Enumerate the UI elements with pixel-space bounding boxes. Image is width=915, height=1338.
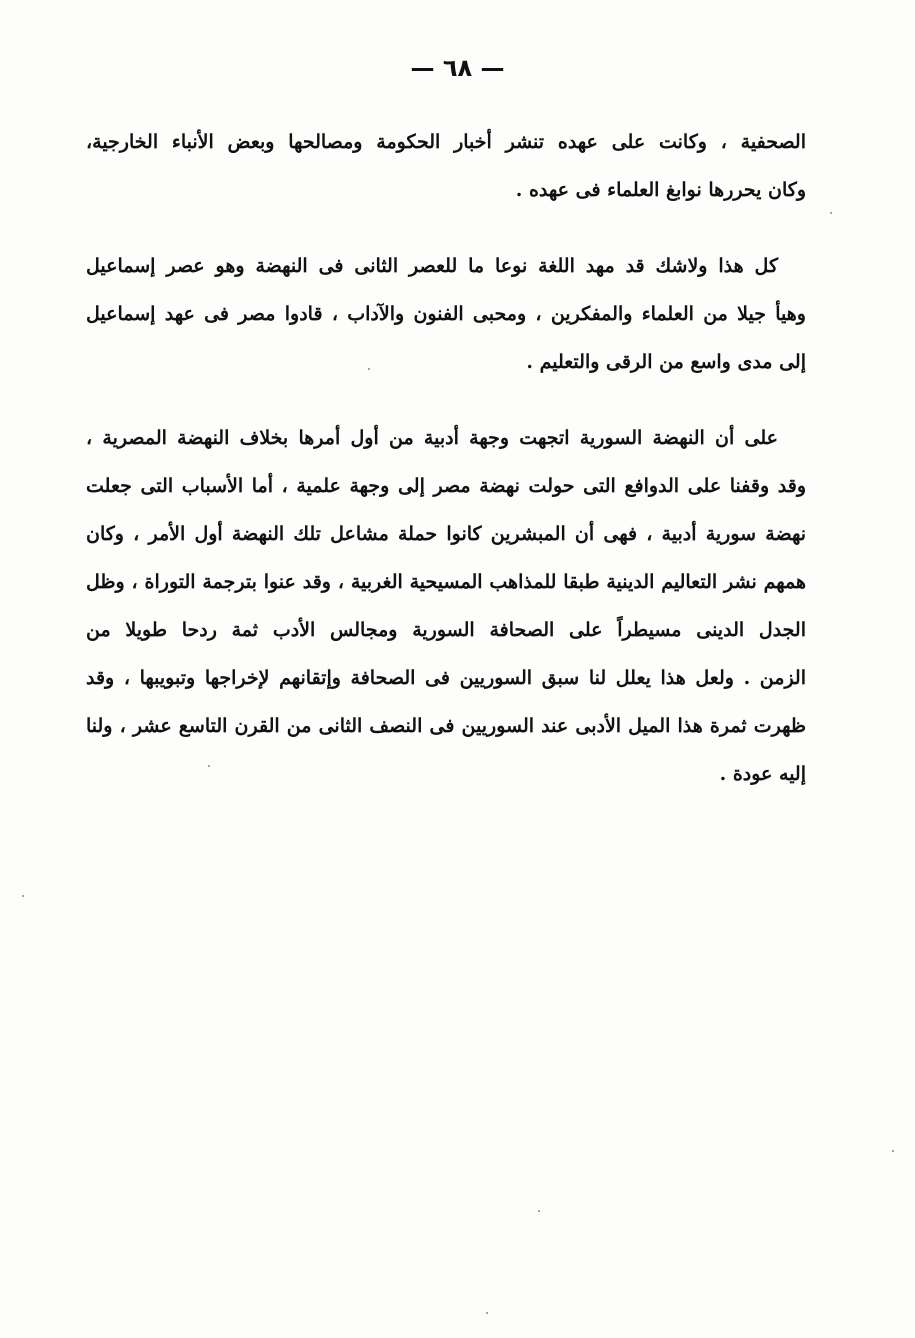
paragraph-2	[86, 242, 806, 386]
scan-speck	[208, 765, 210, 767]
text-line: وكان يحررها نوابغ العلماء فى عهده .	[515, 179, 806, 201]
scan-speck	[368, 368, 370, 370]
text-line: نهضة سورية أدبية ، فهى أن المبشرين كانوا حملة مشاعل تلك النهضة أول الأمر ، وكان	[86, 523, 806, 545]
scan-speck	[22, 895, 24, 897]
text-line: الزمن . ولعل هذا يعلل لنا سبق السوريين فى الصحافة وإتقانهم لإخراجها وتبويبها ، وقد	[86, 667, 806, 689]
page-number: — ٦٨ —	[410, 54, 505, 82]
text-line: ظهرت ثمرة هذا الميل الأدبى عند السوريين فى النصف الثانى من القرن التاسع عشر ، ولنا	[86, 715, 806, 737]
paragraph-1	[86, 118, 806, 214]
text-line: وهيأ جيلا من العلماء والمفكرين ، ومحبى الفنون والآداب ، قادوا مصر فى عهد إسماعيل	[86, 303, 806, 325]
text-line: همهم نشر التعاليم الدينية طبقا للمذاهب المسيحية الغربية ، وقد عنوا بترجمة التوراة ، وظل	[86, 571, 806, 593]
text-line: إلى مدى واسع من الرقى والتعليم .	[526, 351, 806, 373]
scan-speck	[486, 1312, 488, 1314]
scan-speck	[538, 1210, 540, 1212]
text-line: على أن النهضة السورية اتجهت وجهة أدبية من أول أمرها بخلاف النهضة المصرية ،	[86, 427, 778, 449]
scan-speck	[892, 1150, 894, 1152]
scan-speck	[830, 212, 832, 214]
text-line: كل هذا ولاشك قد مهد اللغة نوعا ما للعصر الثانى فى النهضة وهو عصر إسماعيل	[86, 255, 778, 277]
text-line: إليه عودة .	[719, 763, 806, 785]
body-text	[86, 118, 806, 826]
text-line: الجدل الدينى مسيطراً على الصحافة السورية ومجالس الأدب ثمة ردحا طويلا من	[86, 619, 806, 641]
text-line: وقد وقفنا على الدوافع التى حولت نهضة مصر إلى وجهة علمية ، أما الأسباب التى جعلت	[86, 475, 806, 497]
text-line: الصحفية ، وكانت على عهده تنشر أخبار الحكومة ومصالحها وبعض الأنباء الخارجية،	[86, 131, 806, 153]
paragraph-3	[86, 414, 806, 798]
